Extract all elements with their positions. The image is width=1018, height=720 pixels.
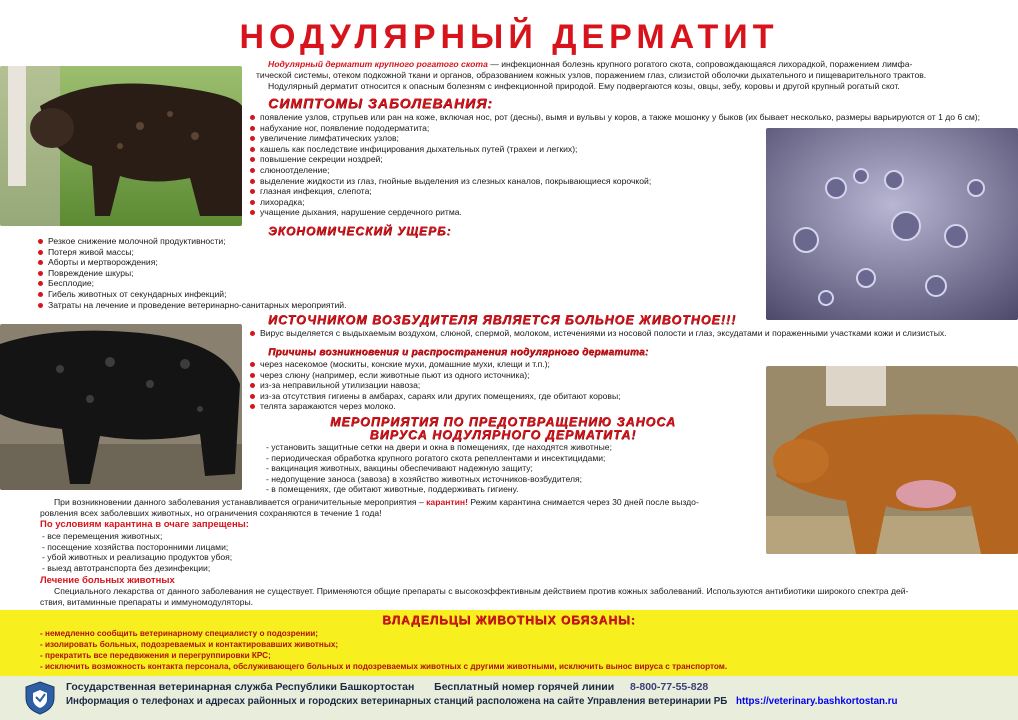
- list-item: - изолировать больных, подозреваемых и контактировавших животных;: [40, 640, 339, 649]
- footer-service: Государственная ветеринарная служба Республики Башкортостан: [66, 681, 415, 693]
- quarantine-text: [40, 497, 762, 519]
- source-heading: ИСТОЧНИКОМ ВОЗБУДИТЕЛЯ ЯВЛЯЕТСЯ БОЛЬНОЕ ЖИВОТНОЕ!!!: [268, 313, 737, 327]
- list-item: Бесплодие;: [36, 278, 486, 289]
- treatment-heading: Лечение больных животных: [40, 575, 175, 586]
- footer-info: Информация о телефонах и адресах районных и городских ветеринарных станций расположена на сайте Управления ветеринарии РБ: [66, 696, 728, 707]
- treatment-line2: ствия, витаминные препараты и иммуномодуляторы.: [40, 597, 254, 607]
- prevention-list: [266, 442, 766, 495]
- photo-black-cow: [0, 324, 242, 490]
- symptoms-list: [248, 112, 1008, 218]
- list-item: Потеря живой массы;: [36, 247, 486, 258]
- economic-heading: ЭКОНОМИЧЕСКИЙ УЩЕРБ:: [268, 224, 452, 238]
- list-item: - недопущение заноса (завоза) в хозяйство животных источников-возбудителя;: [266, 473, 583, 484]
- quarantine-p1b: Режим карантина снимается через 30 дней после выздо-: [467, 497, 699, 507]
- list-item: - установить защитные сетки на двери и окна в помещениях, где находятся животные;: [266, 442, 612, 452]
- prevention-heading-2: ВИРУСА НОДУЛЯРНОГО ДЕРМАТИТА!: [369, 428, 637, 442]
- intro-line2: тической системы, отеком подкожной ткани и органов, образованием кожных узлов, поражением глаз, слизистой оболочки дыхательного и пищеварительного трактов.: [256, 70, 927, 80]
- list-item: кашель как последствие инфицирования дыхательных путей (трахеи и легких);: [248, 144, 1008, 155]
- list-item: Повреждение шкуры;: [36, 268, 486, 279]
- list-item: Затраты на лечение и проведение ветеринарно-санитарных мероприятий.: [36, 300, 486, 311]
- treatment-text: [40, 586, 1010, 608]
- source-text: [248, 328, 1008, 339]
- list-item: телята заражаются через молоко.: [248, 401, 758, 412]
- intro-line3: Нодулярный дерматит относится к опасным болезням с инфекционной природой. Ему подвергаются козы, овцы, зебу, коровы и другой крупный рогатый скот.: [268, 81, 900, 91]
- list-item: из-за отсутствия гигиены в амбарах, сараях или других помещениях, где обитают коровы;: [248, 391, 758, 402]
- emblem-icon: [24, 681, 56, 715]
- quarantine-p1c: ровления всех заболевших животных, но ограничения сохраняются в течение 1 года!: [40, 508, 382, 518]
- quarantine-list: [42, 531, 442, 573]
- list-item: - вакцинация животных, вакцины обеспечивают надежную защиту;: [266, 463, 533, 474]
- owners-panel: [0, 610, 1018, 676]
- list-item: набухание ног, появление пододерматита;: [248, 123, 1008, 134]
- page-title: НОДУЛЯРНЫЙ ДЕРМАТИТ: [239, 18, 779, 56]
- causes-heading: Причины возникновения и распространения нодулярного дерматита:: [268, 347, 649, 358]
- list-item: через слюну (например, если животные пьют из одного источника);: [248, 370, 758, 381]
- quarantine-p1a: При возникновении данного заболевания устанавливается ограничительные мероприятия –: [54, 497, 427, 507]
- list-item: Гибель животных от секундарных инфекций;: [36, 289, 486, 300]
- list-item: из-за неправильной утилизации навоза;: [248, 380, 758, 391]
- list-item: выделение жидкости из глаз, гнойные выделения из слезных каналов, покрывающиеся корочкой;: [248, 176, 1008, 187]
- list-item: учащение дыхания, нарушение сердечного ритма.: [248, 207, 1008, 218]
- footer-hotline: 8-800-77-55-828: [630, 681, 709, 693]
- list-item: - периодическая обработка крупного рогатого скота репеллентами и инсектицидами;: [266, 452, 606, 463]
- owners-heading: ВЛАДЕЛЬЦЫ ЖИВОТНЫХ ОБЯЗАНЫ:: [382, 613, 636, 627]
- list-item: - выезд автотранспорта без дезинфекции;: [42, 562, 211, 573]
- intro-text: [256, 59, 1006, 92]
- list-item: повышение секреции ноздрей;: [248, 154, 1008, 165]
- list-item: - в помещениях, где обитают животные, поддерживать гигиену.: [266, 484, 519, 495]
- intro-lead: Нодулярный дерматит крупного рогатого скота: [268, 59, 488, 69]
- list-item: лихорадка;: [248, 197, 1008, 208]
- quarantine-heading: По условиям карантина в очаге запрещены:: [40, 519, 249, 530]
- quarantine-p1-red: карантин!: [426, 497, 468, 507]
- list-item: - убой животных и реализацию продуктов убоя;: [42, 552, 233, 563]
- photo-calf: [766, 366, 1018, 554]
- treatment-line1: Специального лекарства от данного заболевания не существует. Применяются общие препараты с высокоэффективным действием против кожных заболеваний. Используются антибиотики широкого спектра дей-: [54, 586, 909, 596]
- footer-url-link[interactable]: https://veterinary.bashkortostan.ru: [736, 696, 898, 707]
- photo-cow-head: [0, 66, 242, 226]
- prevention-heading-1: МЕРОПРИЯТИЯ ПО ПРЕДОТВРАЩЕНИЮ ЗАНОСА: [329, 415, 677, 429]
- list-item: Резкое снижение молочной продуктивности;: [36, 236, 486, 247]
- list-item: - немедленно сообщить ветеринарному специалисту о подозрении;: [40, 629, 319, 638]
- list-item: появление узлов, струпьев или ран на коже, включая нос, рот (десны), вымя и вульвы у коров, а также мошонку у быков (их бывает несколько, размеры варьируются от 1 до 6 см);: [248, 112, 1008, 123]
- footer: [0, 676, 1018, 720]
- footer-hotline-label: Бесплатный номер горячей линии: [434, 681, 615, 693]
- causes-list: [248, 359, 758, 412]
- list-item: увеличение лимфатических узлов;: [248, 133, 1008, 144]
- symptoms-heading: СИМПТОМЫ ЗАБОЛЕВАНИЯ:: [268, 95, 493, 111]
- list-item: - исключить возможность контакта персонала, обслуживающего больных и подозреваемых животных с другими животными, исключить вынос вируса с транспортом.: [40, 662, 728, 671]
- owners-list: [40, 628, 1000, 672]
- list-item: - все перемещения животных;: [42, 531, 163, 541]
- intro-line1: — инфекционная болезнь крупного рогатого скота, сопровождающаяся лихорадкой, поражением лимфа-: [487, 59, 913, 69]
- economic-list: [36, 236, 486, 310]
- list-item: Вирус выделяется с выдыхаемым воздухом, слюной, спермой, молоком, истечениями из носовой полости и глаз, эксудатами и пораженными участками кожи и слизистых.: [248, 328, 1008, 339]
- list-item: через насекомое (москиты, конские мухи, домашние мухи, клещи и т.п.);: [248, 359, 758, 370]
- list-item: слюноотделение;: [248, 165, 1008, 176]
- list-item: - посещение хозяйства посторонними лицами;: [42, 541, 229, 552]
- list-item: - прекратить все передвижения и перегруппировки КРС;: [40, 651, 271, 660]
- list-item: Аборты и мертворождения;: [36, 257, 486, 268]
- list-item: глазная инфекция, слепота;: [248, 186, 1008, 197]
